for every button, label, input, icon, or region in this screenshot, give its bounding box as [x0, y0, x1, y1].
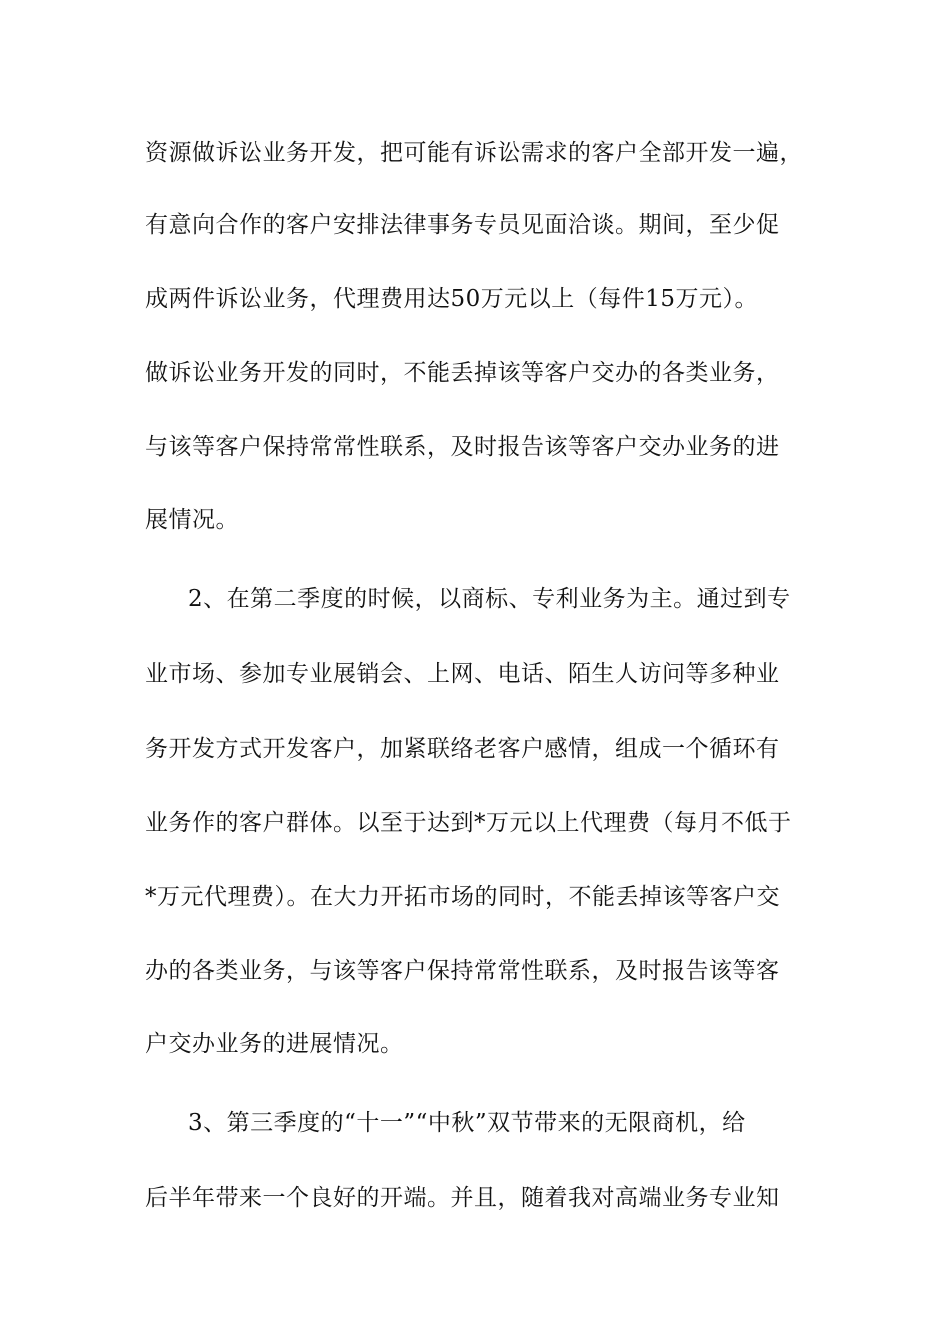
text-line: 成两件诉讼业务，代理费用达50万元以上（每件15万元）。 [145, 286, 759, 312]
text-line: 业务作的客户群体。以至于达到*万元以上代理费（每月不低于 [145, 810, 792, 836]
text-line: 后半年带来一个良好的开端。并且，随着我对高端业务专业知 [145, 1185, 780, 1211]
text-line: 与该等客户保持常常性联系，及时报告该等客户交办业务的进 [145, 434, 780, 460]
paragraph-3-first-line: 3、第三季度的“十一”“中秋”双节带来的无限商机，给 [188, 1110, 746, 1136]
text-line: 展情况。 [145, 507, 239, 533]
text-line: 务开发方式开发客户，加紧联络老客户感情，组成一个循环有 [145, 736, 780, 762]
text-line: 办的各类业务，与该等客户保持常常性联系，及时报告该等客 [145, 958, 780, 984]
text-line: 有意向合作的客户安排法律事务专员见面洽谈。期间，至少促 [145, 212, 780, 238]
text-line: 业市场、参加专业展销会、上网、电话、陌生人访问等多种业 [145, 661, 780, 687]
text-line: 户交办业务的进展情况。 [145, 1031, 404, 1057]
paragraph-2-first-line: 2、在第二季度的时候，以商标、专利业务为主。通过到专 [188, 586, 791, 612]
text-line: *万元代理费）。在大力开拓市场的同时，不能丢掉该等客户交 [145, 884, 780, 910]
text-line: 做诉讼业务开发的同时，不能丢掉该等客户交办的各类业务， [145, 360, 780, 386]
text-line: 资源做诉讼业务开发，把可能有诉讼需求的客户全部开发一遍， [145, 140, 803, 166]
